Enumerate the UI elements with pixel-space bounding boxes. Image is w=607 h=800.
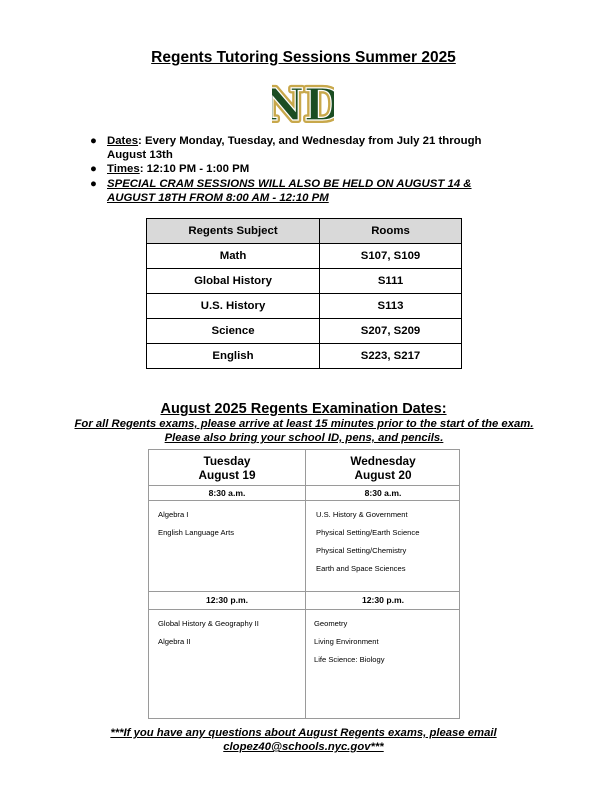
- footer-line-1: ***If you have any questions about August Regents exams, please email: [110, 727, 497, 739]
- list-item: Living Environment: [314, 637, 379, 646]
- list-item: Earth and Space Sciences: [316, 564, 406, 573]
- subject-cell: Science: [147, 319, 320, 344]
- wednesday-morning-subjects: [316, 506, 419, 578]
- tuesday-morning-time: 8:30 a.m.: [208, 488, 246, 498]
- august-exam-heading: August 2025 Regents Examination Dates:: [160, 401, 447, 417]
- tuesday-header: [149, 454, 305, 482]
- day-date: August 20: [354, 468, 412, 482]
- tuesday-morning-subjects: [158, 506, 234, 542]
- table-row: [147, 269, 462, 294]
- header-rooms: Rooms: [320, 219, 462, 244]
- room-cell: S107, S109: [320, 244, 462, 269]
- row-divider: [149, 609, 459, 610]
- rooms-table: [146, 218, 462, 369]
- table-row: [147, 294, 462, 319]
- list-item: Geometry: [314, 619, 348, 628]
- logo-outline-text: ND: [272, 80, 334, 128]
- room-cell: S111: [320, 269, 462, 294]
- dates-text: : Every Monday, Tuesday, and Wednesday from July 21 through August 13th: [107, 135, 482, 162]
- wednesday-header: [305, 454, 461, 482]
- table-row: [147, 319, 462, 344]
- page-title: Regents Tutoring Sessions Summer 2025: [151, 49, 456, 66]
- list-item: U.S. History & Government: [316, 510, 408, 519]
- wednesday-afternoon-subjects: [314, 615, 385, 669]
- row-divider: [149, 591, 459, 592]
- cram-bullet: [88, 177, 518, 205]
- table-row: [147, 344, 462, 369]
- list-item: Physical Setting/Chemistry: [316, 546, 407, 555]
- bullet-dot-icon: ●: [90, 163, 97, 176]
- times-label: Times: [107, 163, 140, 176]
- session-info-list: [88, 134, 518, 205]
- logo-fill-text: ND: [272, 80, 334, 128]
- august-exam-note: For all Regents exams, please arrive at least 15 minutes prior to the start of the exam. Please also bring your school ID, pens, and pencils.: [74, 418, 534, 444]
- exam-schedule-table: [148, 449, 460, 719]
- nd-monogram-icon: [272, 76, 334, 128]
- list-item: Life Science: Biology: [314, 655, 385, 664]
- dates-label: Dates: [107, 135, 139, 147]
- day-name: Tuesday: [203, 454, 251, 468]
- subject-cell: English: [147, 344, 320, 369]
- cram-text: SPECIAL CRAM SESSIONS WILL ALSO BE HELD ON AUGUST 14 & AUGUST 18TH FROM 8:00 AM - 12:10 PM: [107, 177, 472, 204]
- subject-cell: Global History: [147, 269, 320, 294]
- day-name: Wednesday: [350, 454, 416, 468]
- dates-bullet: [88, 134, 518, 162]
- tuesday-afternoon-subjects: [158, 615, 259, 651]
- header-subject: Regents Subject: [147, 219, 320, 244]
- bullet-dot-icon: ●: [90, 177, 97, 190]
- table-row: [147, 244, 462, 269]
- times-text: : 12:10 PM - 1:00 PM: [139, 163, 250, 176]
- wednesday-morning-time: 8:30 a.m.: [364, 488, 402, 498]
- list-item: Physical Setting/Earth Science: [316, 528, 420, 537]
- list-item: English Language Arts: [158, 528, 234, 537]
- day-date: August 19: [198, 468, 256, 482]
- list-item: Global History & Geography II: [158, 619, 259, 628]
- logo-graphic: [272, 76, 334, 128]
- bullet-dot-icon: ●: [90, 135, 97, 147]
- rooms-table-header: [147, 219, 462, 244]
- subject-cell: Math: [147, 244, 320, 269]
- times-bullet: [88, 162, 518, 176]
- subject-cell: U.S. History: [147, 294, 320, 319]
- tuesday-afternoon-time: 12:30 p.m.: [205, 595, 249, 605]
- room-cell: S223, S217: [320, 344, 462, 369]
- footer-email[interactable]: clopez40@schools.nyc.gov***: [223, 741, 384, 753]
- row-divider: [149, 500, 459, 501]
- room-cell: S113: [320, 294, 462, 319]
- list-item: Algebra II: [158, 637, 191, 646]
- contact-footer: [60, 726, 547, 754]
- row-divider: [149, 485, 459, 486]
- room-cell: S207, S209: [320, 319, 462, 344]
- list-item: Algebra I: [158, 510, 189, 519]
- wednesday-afternoon-time: 12:30 p.m.: [361, 595, 405, 605]
